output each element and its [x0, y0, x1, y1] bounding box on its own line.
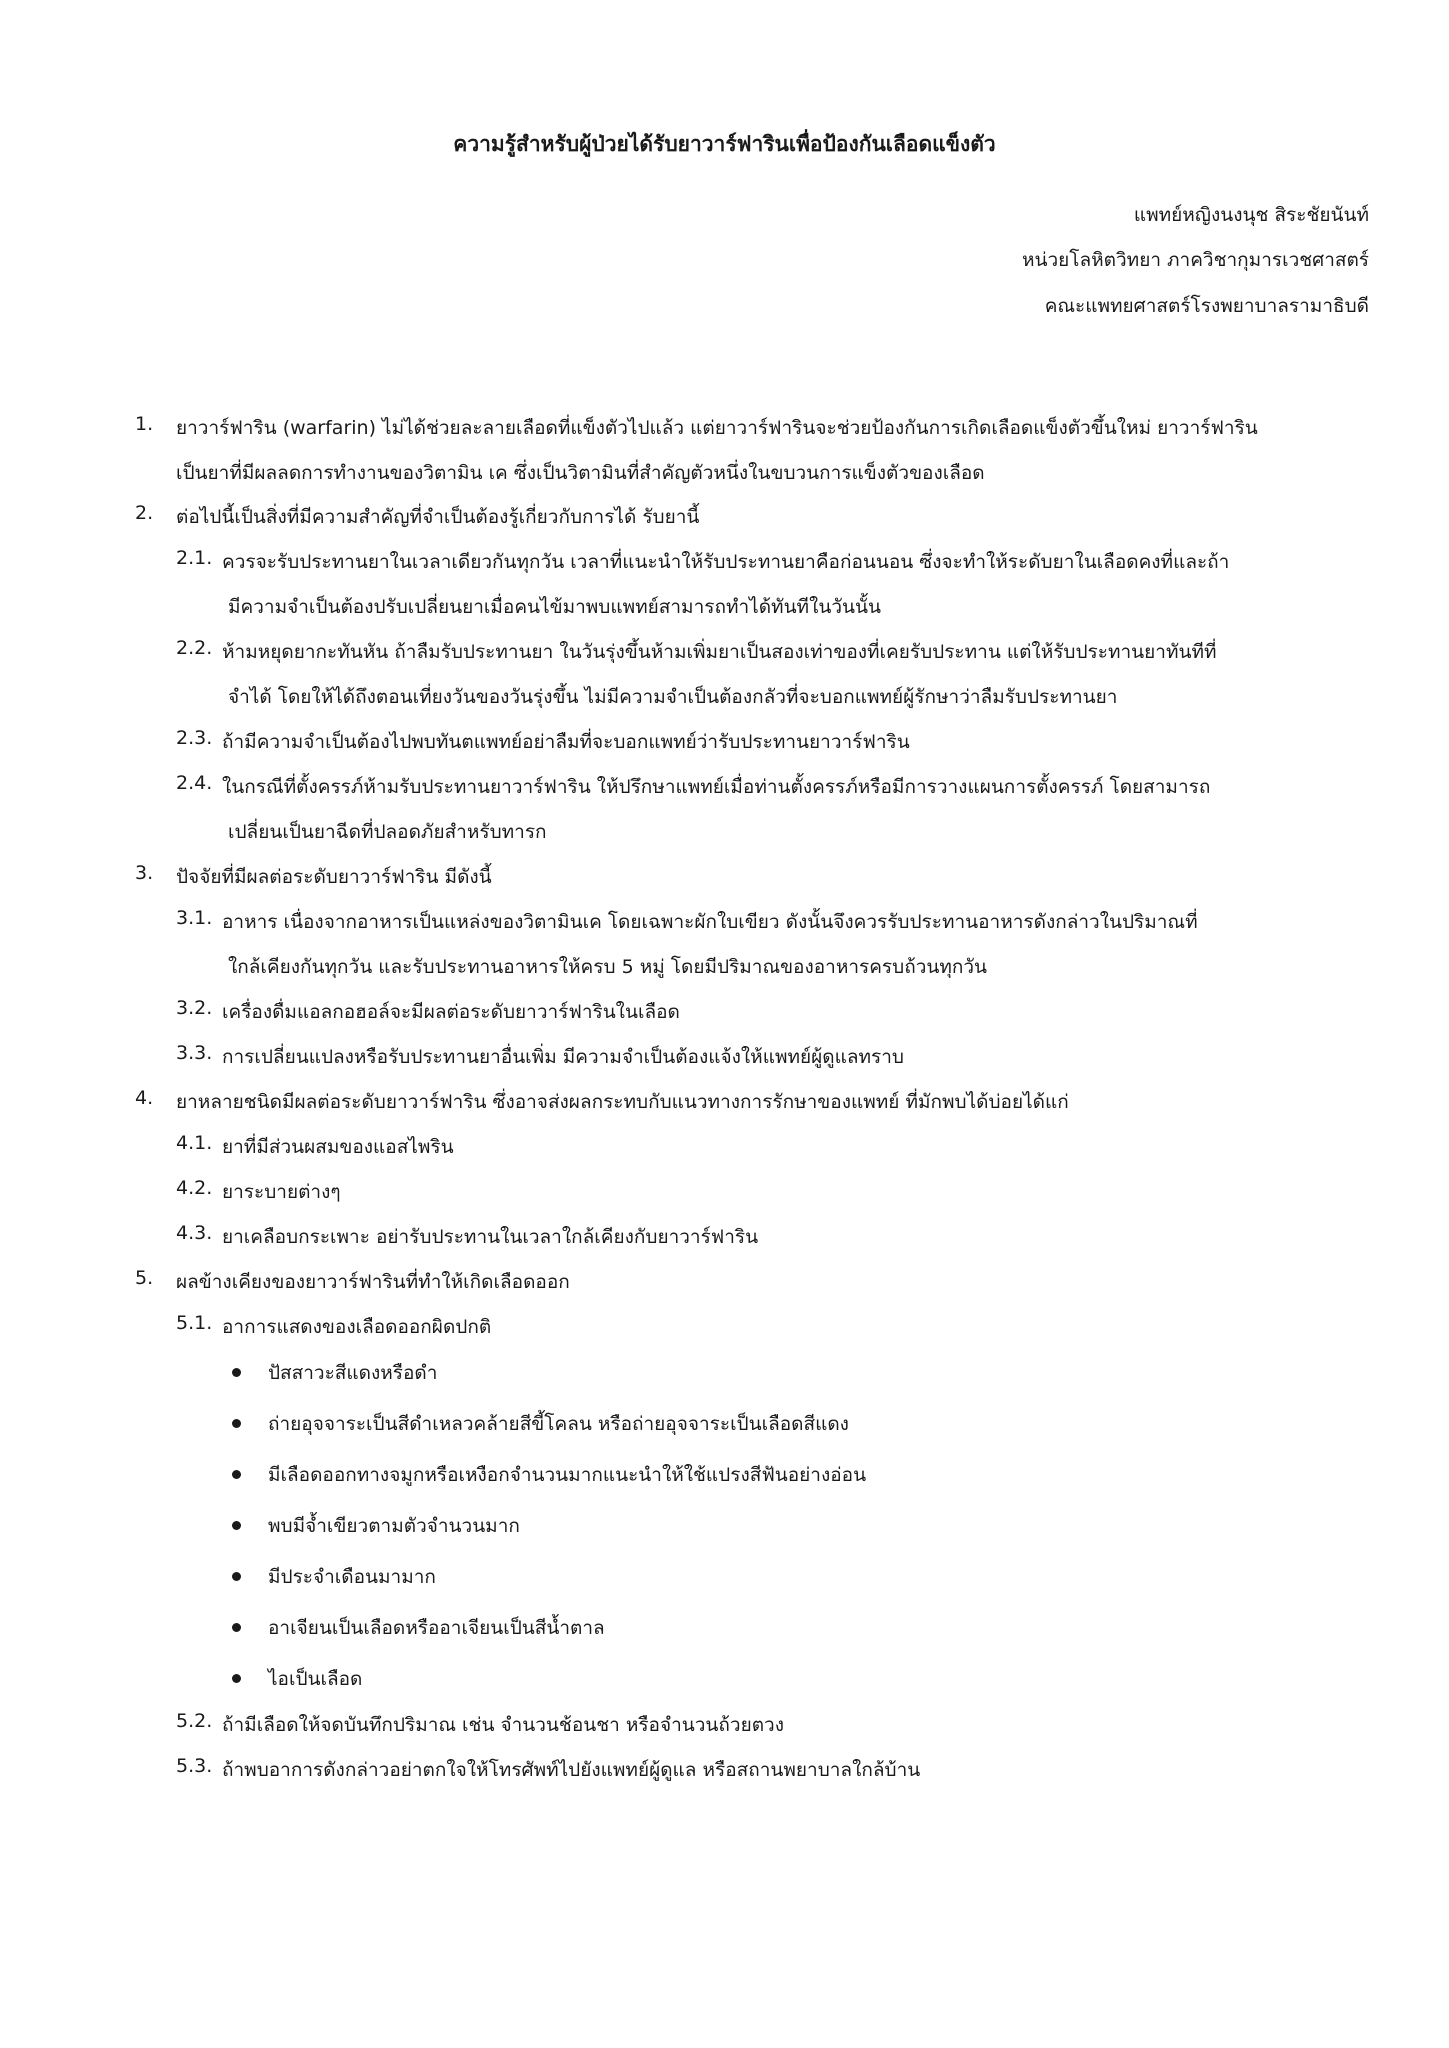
item-line: ต่อไปนี้เป็นสิ่งที่มีความสำคัญที่จำเป็นต้องรู้เกี่ยวกับการได้ รับยานี้: [176, 506, 700, 528]
item-number: 2.1.: [176, 547, 213, 569]
item-line: ปัจจัยที่มีผลต่อระดับยาวาร์ฟาริน มีดังนี้: [176, 866, 492, 888]
item-line: ยาหลายชนิดมีผลต่อระดับยาวาร์ฟาริน ซึ่งอาจส่งผลกระทบกับแนวทางการรักษาของแพทย์ ที่มักพบได้บ่อยได้แก่: [176, 1091, 1069, 1113]
author-name: แพทย์หญิงนงนุช สิระชัยนันท์: [1133, 204, 1369, 226]
bullet-icon: [232, 1674, 241, 1683]
item-number: 3.1.: [176, 907, 213, 929]
item-number: 5.1.: [176, 1312, 213, 1334]
item-number: 2.3.: [176, 727, 213, 749]
item-line: ใกล้เคียงกันทุกวัน และรับประทานอาหารให้ครบ 5 หมู่ โดยมีปริมาณของอาหารครบถ้วนทุกวัน: [228, 956, 988, 978]
bullet-item: ถ่ายอุจจาระเป็นสีดำเหลวคล้ายสีขี้โคลน หรือถ่ายอุจจาระเป็นเลือดสีแดง: [268, 1413, 849, 1435]
item-line: อาหาร เนื่องจากอาหารเป็นแหล่งของวิตามินเค โดยเฉพาะผักใบเขียว ดังนั้นจึงควรรับประทานอาหารดังกล่าวในปริมาณที่: [222, 911, 1198, 933]
document-title: ความรู้สำหรับผู้ป่วยได้รับยาวาร์ฟารินเพื่อป้องกันเลือดแข็งตัว: [453, 132, 996, 156]
item-line: จำได้ โดยให้ได้ถึงตอนเที่ยงวันของวันรุ่งขึ้น ไม่มีความจำเป็นต้องกลัวที่จะบอกแพทย์ผู้รักษาว่าลืมรับประทานยา: [228, 686, 1118, 708]
item-line: ห้ามหยุดยากะทันหัน ถ้าลืมรับประทานยา ในวันรุ่งขึ้นห้ามเพิ่มยาเป็นสองเท่าของที่เคยรับประทาน แต่ให้รับประทานยาทันทีที่: [222, 641, 1217, 663]
item-number: 4.3.: [176, 1222, 213, 1244]
bullet-item: ปัสสาวะสีแดงหรือดำ: [268, 1362, 438, 1384]
item-number: 2.: [135, 502, 154, 524]
bullet-icon: [232, 1521, 241, 1530]
item-line: เปลี่ยนเป็นยาฉีดที่ปลอดภัยสำหรับทารก: [228, 821, 547, 843]
item-line: ถ้ามีความจำเป็นต้องไปพบทันตแพทย์อย่าลืมที่จะบอกแพทย์ว่ารับประทานยาวาร์ฟาริน: [222, 731, 910, 753]
item-line: ถ้ามีเลือดให้จดบันทึกปริมาณ เช่น จำนวนช้อนชา หรือจำนวนถ้วยตวง: [222, 1714, 785, 1736]
author-faculty: คณะแพทยศาสตร์โรงพยาบาลรามาธิบดี: [1044, 295, 1369, 317]
item-number: 5.2.: [176, 1710, 213, 1732]
item-line: ยาเคลือบกระเพาะ อย่ารับประทานในเวลาใกล้เคียงกับยาวาร์ฟาริน: [222, 1226, 759, 1248]
item-number: 5.3.: [176, 1755, 213, 1777]
item-line: ยาที่มีส่วนผสมของแอสไพริน: [222, 1136, 454, 1158]
bullet-icon: [232, 1470, 241, 1479]
item-number: 4.2.: [176, 1177, 213, 1199]
bullet-item: พบมีจ้ำเขียวตามตัวจำนวนมาก: [268, 1515, 520, 1537]
item-line: การเปลี่ยนแปลงหรือรับประทานยาอื่นเพิ่ม มีความจำเป็นต้องแจ้งให้แพทย์ผู้ดูแลทราบ: [222, 1046, 904, 1068]
item-number: 4.1.: [176, 1132, 213, 1154]
bullet-icon: [232, 1572, 241, 1581]
item-line: อาการแสดงของเลือดออกผิดปกติ: [222, 1316, 492, 1338]
item-line: เป็นยาที่มีผลลดการทำงานของวิตามิน เค ซึ่งเป็นวิตามินที่สำคัญตัวหนึ่งในขบวนการแข็งตัวของเลือด: [176, 462, 985, 484]
item-number: 4.: [135, 1087, 154, 1109]
bullet-icon: [232, 1623, 241, 1632]
item-line: ผลข้างเคียงของยาวาร์ฟารินที่ทำให้เกิดเลือดออก: [176, 1271, 570, 1293]
item-number: 2.2.: [176, 637, 213, 659]
bullet-icon: [232, 1419, 241, 1428]
item-line: ควรจะรับประทานยาในเวลาเดียวกันทุกวัน เวลาที่แนะนำให้รับประทานยาคือก่อนนอน ซึ่งจะทำให้ระดับยาในเลือดคงที่และถ้า: [222, 551, 1230, 573]
item-number: 3.2.: [176, 997, 213, 1019]
item-line: ยาวาร์ฟาริน (warfarin) ไม่ได้ช่วยละลายเลือดที่แข็งตัวไปแล้ว แต่ยาวาร์ฟารินจะช่วยป้องกันการเกิดเลือดแข็งตัวขึ้นใหม่ ยาวาร์ฟาริน: [176, 417, 1258, 439]
item-number: 5.: [135, 1267, 154, 1289]
bullet-icon: [232, 1368, 241, 1377]
item-line: ถ้าพบอาการดังกล่าวอย่าตกใจให้โทรศัพท์ไปยังแพทย์ผู้ดูแล หรือสถานพยาบาลใกล้บ้าน: [222, 1759, 921, 1781]
item-line: มีความจำเป็นต้องปรับเปลี่ยนยาเมื่อคนไข้มาพบแพทย์สามารถทำได้ทันทีในวันนั้น: [228, 596, 881, 618]
bullet-item: มีประจำเดือนมามาก: [268, 1566, 436, 1588]
item-number: 2.4.: [176, 772, 213, 794]
item-number: 3.3.: [176, 1042, 213, 1064]
bullet-item: มีเลือดออกทางจมูกหรือเหงือกจำนวนมากแนะนำให้ใช้แปรงสีฟันอย่างอ่อน: [268, 1464, 867, 1486]
author-unit: หน่วยโลหิตวิทยา ภาควิชากุมารเวชศาสตร์: [1021, 249, 1369, 271]
item-number: 1.: [135, 413, 154, 435]
item-line: ในกรณีที่ตั้งครรภ์ห้ามรับประทานยาวาร์ฟาริน ให้ปรึกษาแพทย์เมื่อท่านตั้งครรภ์หรือมีการวางแผนการตั้งครรภ์ โดยสามารถ: [222, 776, 1211, 798]
item-number: 3.: [135, 862, 154, 884]
item-line: ยาระบายต่างๆ: [222, 1181, 341, 1203]
bullet-item: อาเจียนเป็นเลือดหรืออาเจียนเป็นสีน้ำตาล: [268, 1617, 605, 1639]
item-line: เครื่องดื่มแอลกอฮอล์จะมีผลต่อระดับยาวาร์ฟารินในเลือด: [222, 1001, 680, 1023]
bullet-item: ไอเป็นเลือด: [268, 1668, 363, 1690]
